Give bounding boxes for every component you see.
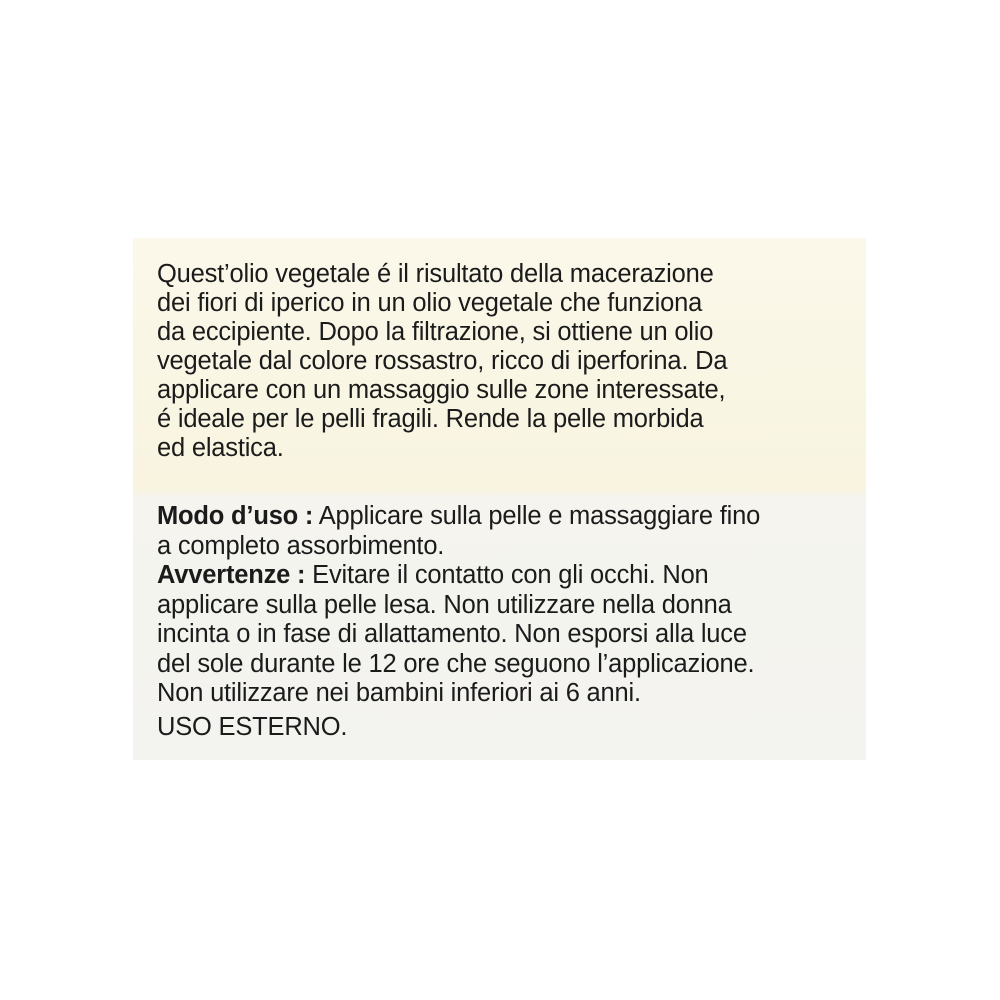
uso-esterno-label: USO ESTERNO. bbox=[157, 712, 348, 741]
description-line: é ideale per le pelli fragili. Rende la pelle morbida bbox=[157, 405, 704, 433]
description-line: applicare con un massaggio sulle zone interessate, bbox=[157, 376, 726, 404]
avvertenze-text: Evitare il contatto con gli occhi. Non bbox=[305, 561, 709, 589]
modo-uso-line bbox=[157, 502, 846, 532]
product-label bbox=[133, 238, 866, 760]
modo-uso-line: a completo assorbimento. bbox=[157, 531, 445, 560]
avvertenze-line bbox=[157, 561, 846, 591]
description-paragraph bbox=[157, 260, 846, 463]
description-line: vegetale dal colore rossastro, ricco di iperforina. Da bbox=[157, 347, 728, 375]
avvertenze-heading: Avvertenze : bbox=[157, 561, 306, 589]
modo-uso-text: Applicare sulla pelle e massaggiare fino bbox=[313, 502, 761, 530]
modo-uso-heading: Modo d’uso : bbox=[157, 502, 314, 530]
avvertenze-line: applicare sulla pelle lesa. Non utilizzare nella donna bbox=[157, 590, 732, 619]
description-line: ed elastica. bbox=[157, 434, 284, 462]
avvertenze-line: Non utilizzare nei bambini inferiori ai 6 anni. bbox=[157, 679, 641, 707]
avvertenze-line: incinta o in fase di allattamento. Non esporsi alla luce bbox=[157, 620, 747, 648]
description-line: dei fiori di iperico in un olio vegetale che funziona bbox=[157, 289, 703, 317]
usage-section bbox=[157, 502, 846, 742]
avvertenze-line: del sole durante le 12 ore che seguono l’applicazione. bbox=[157, 649, 755, 678]
description-line: Quest’olio vegetale é il risultato della macerazione bbox=[157, 260, 714, 288]
description-line: da eccipiente. Dopo la filtrazione, si ottiene un olio bbox=[157, 318, 714, 346]
